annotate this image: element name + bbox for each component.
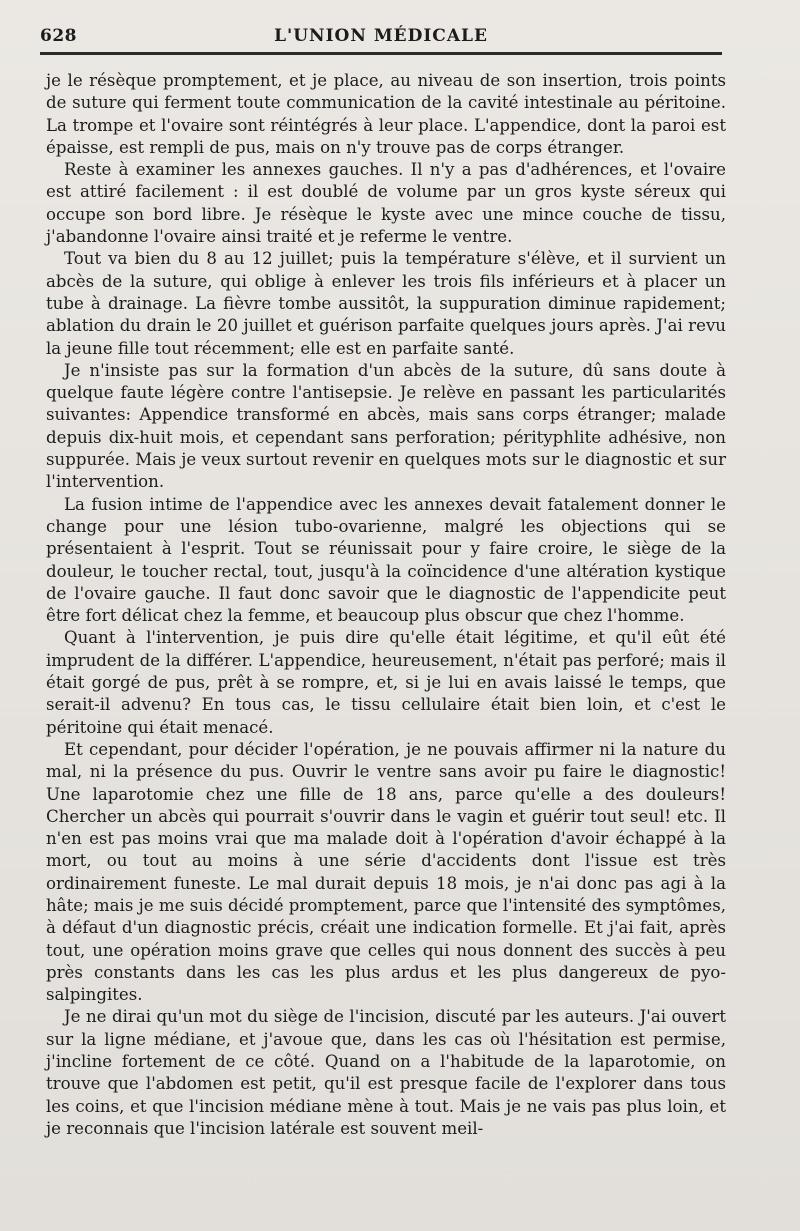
page-number: 628 <box>40 26 77 46</box>
paragraph: Je n'insiste pas sur la formation d'un abcès de la suture, dû sans doute à quelque faute légère contre l'antisepsie. Je relève en passant les particularités suivantes: Appendice transformé en abcès, mais sans corps étranger; malade depuis dix-huit mois, et cependant sans perforation; pérityphlite adhésive, non suppurée. Mais je veux surtout revenir en quelques mots sur le diagnostic et sur l'intervention. <box>46 360 726 492</box>
paragraph: Et cependant, pour décider l'opération, je ne pouvais affirmer ni la nature du mal, ni la présence du pus. Ouvrir le ventre sans avoir pu faire le diagnostic! Une laparotomie chez une fille de 18 ans, parce qu'elle a des douleurs! Chercher un abcès qui pourrait s'ouvrir dans le vagin et guérir tout seul! etc. Il n'en est pas moins vrai que ma malade doit à l'opération d'avoir échappé à la mort, ou tout au moins à une série d'accidents dont l'issue est très ordinairement funeste. Le mal durait depuis 18 mois, je n'ai donc pas agi à la hâte; mais je me suis décidé promptement, parce que l'intensité des symptômes, à défaut d'un diagnostic précis, créait une indication formelle. Et j'ai fait, après tout, une opération moins grave que celles qui nous donnent des succès à peu près constants dans les cas les plus ardus et les plus dangereux de pyo-salpingites. <box>46 739 726 1005</box>
paragraph: je le résèque promptement, et je place, au niveau de son insertion, trois points de suture qui ferment toute communication de la cavité intestinale au péritoine. La trompe et l'ovaire sont réintégrés à leur place. L'appendice, dont la paroi est épaisse, est rempli de pus, mais on n'y trouve pas de corps étranger. <box>46 71 726 157</box>
paragraph: Reste à examiner les annexes gauches. Il n'y a pas d'adhérences, et l'ovaire est attiré facilement : il est doublé de volume par un gros kyste séreux qui occupe son bord libre. Je résèque le kyste avec une mince couche de tissu, j'abandonne l'ovaire ainsi traité et je referme le ventre. <box>46 160 726 247</box>
paragraph: La fusion intime de l'appendice avec les annexes devait fatalement donner le change pour une lésion tubo-ovarienne, malgré les objections qui se présentaient à l'esprit. Tout se réunissait pour y faire croire, le siège de la douleur, le toucher rectal, tout, jusqu'à la coïncidence d'une altération kystique de l'ovaire gauche. Il faut donc savoir que le diagnostic de l'appendicite peut être fort délicat chez la femme, et beaucoup plus obscur que chez l'homme. <box>46 494 726 626</box>
header-rule <box>40 52 722 55</box>
running-title: L'UNION MÉDICALE <box>274 26 488 46</box>
page-header <box>40 26 722 54</box>
paragraph: Tout va bien du 8 au 12 juillet; puis la température s'élève, et il survient un abcès de la suture, qui oblige à enlever les trois fils inférieurs et à placer un tube à drainage. La fièvre tombe aussitôt, la suppuration diminue rapidement; ablation du drain le 20 juillet et guérison parfaite quelques jours après. J'ai revu la jeune fille tout récemment; elle est en parfaite santé. <box>46 249 726 358</box>
paragraph: Quant à l'intervention, je puis dire qu'elle était légitime, et qu'il eût été imprudent de la différer. L'appendice, heureusement, n'était pas perforé; mais il était gorgé de pus, prêt à se rompre, et, si je lui en avais laissé le temps, que serait-il advenu? En tous cas, le tissu cellulaire était bien loin, et c'est le péritoine qui était menacé. <box>46 628 726 737</box>
article-body <box>46 70 726 1140</box>
paragraph: Je ne dirai qu'un mot du siège de l'incision, discuté par les auteurs. J'ai ouvert sur la ligne médiane, et j'avoue que, dans les cas où l'hésitation est permise, j'incline fortement de ce côté. Quand on a l'habitude de la laparotomie, on trouve que l'abdomen est petit, qu'il est presque facile de l'explorer dans tous les coins, et que l'incision médiane mène à tout. Mais je ne vais pas plus loin, et je reconnais que l'incision latérale est souvent meil- <box>46 1007 726 1138</box>
